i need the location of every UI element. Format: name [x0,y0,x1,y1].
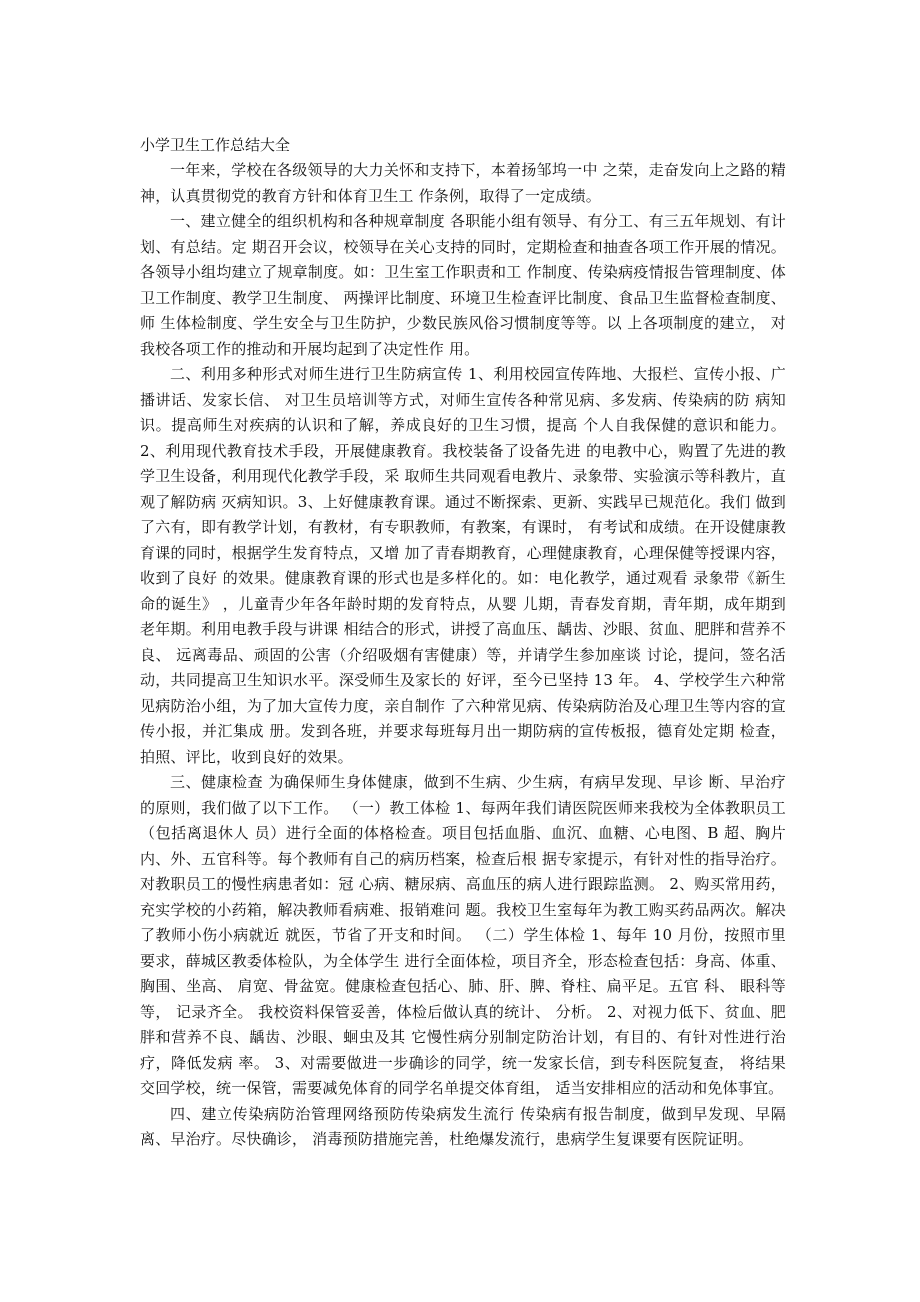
paragraph-intro: 一年来，学校在各级领导的大力关怀和支持下，本着扬邹坞一中 之荣，走奋发向上之路的精神，认真贯彻党的教育方针和体育卫生工 作条例，取得了一定成绩。 [140,161,786,205]
paragraph-section-4: 四、建立传染病防治管理网络预防传染病发生流行 传染病有报告制度，做到早发现、早隔离、早治疗。尽快确诊， 消毒预防措施完善，杜绝爆发流行，患病学生复课要有医院证明。 [140,1104,786,1148]
document-title: 小学卫生工作总结大全 [140,136,291,154]
paragraph-section-1: 一、建立健全的组织机构和各种规章制度 各职能小组有领导、有分工、有三五年规划、有计划、有总结。定 期召开会议，校领导在关心支持的同时，定期检查和抽查各项工作开展的情况。各领导小组均建立了规章制度。如：卫生室工作职责和工 作制度、传染病疫情报告管理制度、体卫工作制度、教学卫生制度、 两操评比制度、环境卫生检查评比制度、食品卫生监督检查制度、师 生体检制度、学生安全与卫生防护，少数民族风俗习惯制度等等。以 上各项制度的建立， 对我校各项工作的推动和开展均起到了决定性作 用。 [140,212,786,358]
paragraph-section-2: 二、利用多种形式对师生进行卫生防病宣传 1、利用校园宣传阵地、大报栏、宣传小报、广播讲话、发家长信、 对卫生员培训等方式，对师生宣传各种常见病、多发病、传染病的防 病知识。提高师生对疾病的认识和了解，养成良好的卫生习惯，提高 个人自我保健的意识和能力。 2、利用现代教育技术手段，开展健康教育。我校装备了设备先进 的电教中心，购置了先进的教学卫生设备，利用现代化教学手段，采 取师生共同观看电教片、录象带、实验演示等科教片，直观了解防病 灭病知识。3、上好健康教育课。通过不断探索、更新、实践早已规范化。我们 做到了六有，即有教学计划，有教材，有专职教师，有教案，有课时， 有考试和成绩。在开设健康教育课的同时，根据学生发育特点，又增 加了青春期教育，心理健康教育，心理保健等授课内容，收到了良好 的效果。健康教育课的形式也是多样化的。如：电化教学，通过观看 录象带《新生命的诞生》 ，儿童青少年各年龄时期的发育特点，从婴 儿期，青春发育期，青年期，成年期到老年期。利用电教手段与讲课 相结合的形式，讲授了高血压、龋齿、沙眼、贫血、肥胖和营养不良、 远离毒品、顽固的公害（介绍吸烟有害健康）等，并请学生参加座谈 讨论，提问，签名活动，共同提高卫生知识水平。深受师生及家长的 好评，至今已坚持 13 年。 4、学校学生六种常见病防治小组，为了加大宣传力度，亲自制作 了六种常见病、传染病防治及心理卫生等内容的宣传小报，并汇集成 册。发到各班，并要求每班每月出一期防病的宣传板报，德育处定期 检查，拍照、评比，收到良好的效果。 [140,365,786,766]
paragraph-section-3: 三、健康检查 为确保师生身体健康，做到不生病、少生病，有病早发现、早诊 断、早治疗的原则，我们做了以下工作。 （一）教工体检 1、每两年我们请医院医师来我校为全体教职员工（包括离退休人 员）进行全面的体格检查。项目包括血脂、血沉、血糖、心电图、B 超、胸片内、外、五官科等。每个教师有自己的病历档案，检查后根 据专家提示，有针对性的指导治疗。对教职员工的慢性病患者如：冠 心病、糖尿病、高血压的病人进行跟踪监测。 2、购买常用药，充实学校的小药箱，解决教师看病难、报销难问 题。我校卫生室每年为教工购买药品两次。解决了教师小伤小病就近 就医，节省了开支和时间。 （二）学生体检 1、每年 10 月份，按照市里要求，薛城区教委体检队，为全体学生 进行全面体检，项目齐全，形态检查包括：身高、体重、胸围、坐高、 肩宽、骨盆宽。健康检查包括心、肺、肝、脾、脊柱、扁平足。五官 科、 眼科等等， 记录齐全。 我校资料保管妥善，体检后做认真的统计、 分析。 2、对视力低下、贫血、肥胖和营养不良、龋齿、沙眼、蛔虫及其 它慢性病分别制定防治计划，有目的、有针对性进行治疗，降低发病 率。 3、对需要做进一步确诊的同学，统一发家长信，到专科医院复查， 将结果交回学校，统一保管，需要减免体育的同学名单提交体育组， 适当安排相应的活动和免体事宜。 [140,773,786,1097]
document-body [140,132,786,1153]
